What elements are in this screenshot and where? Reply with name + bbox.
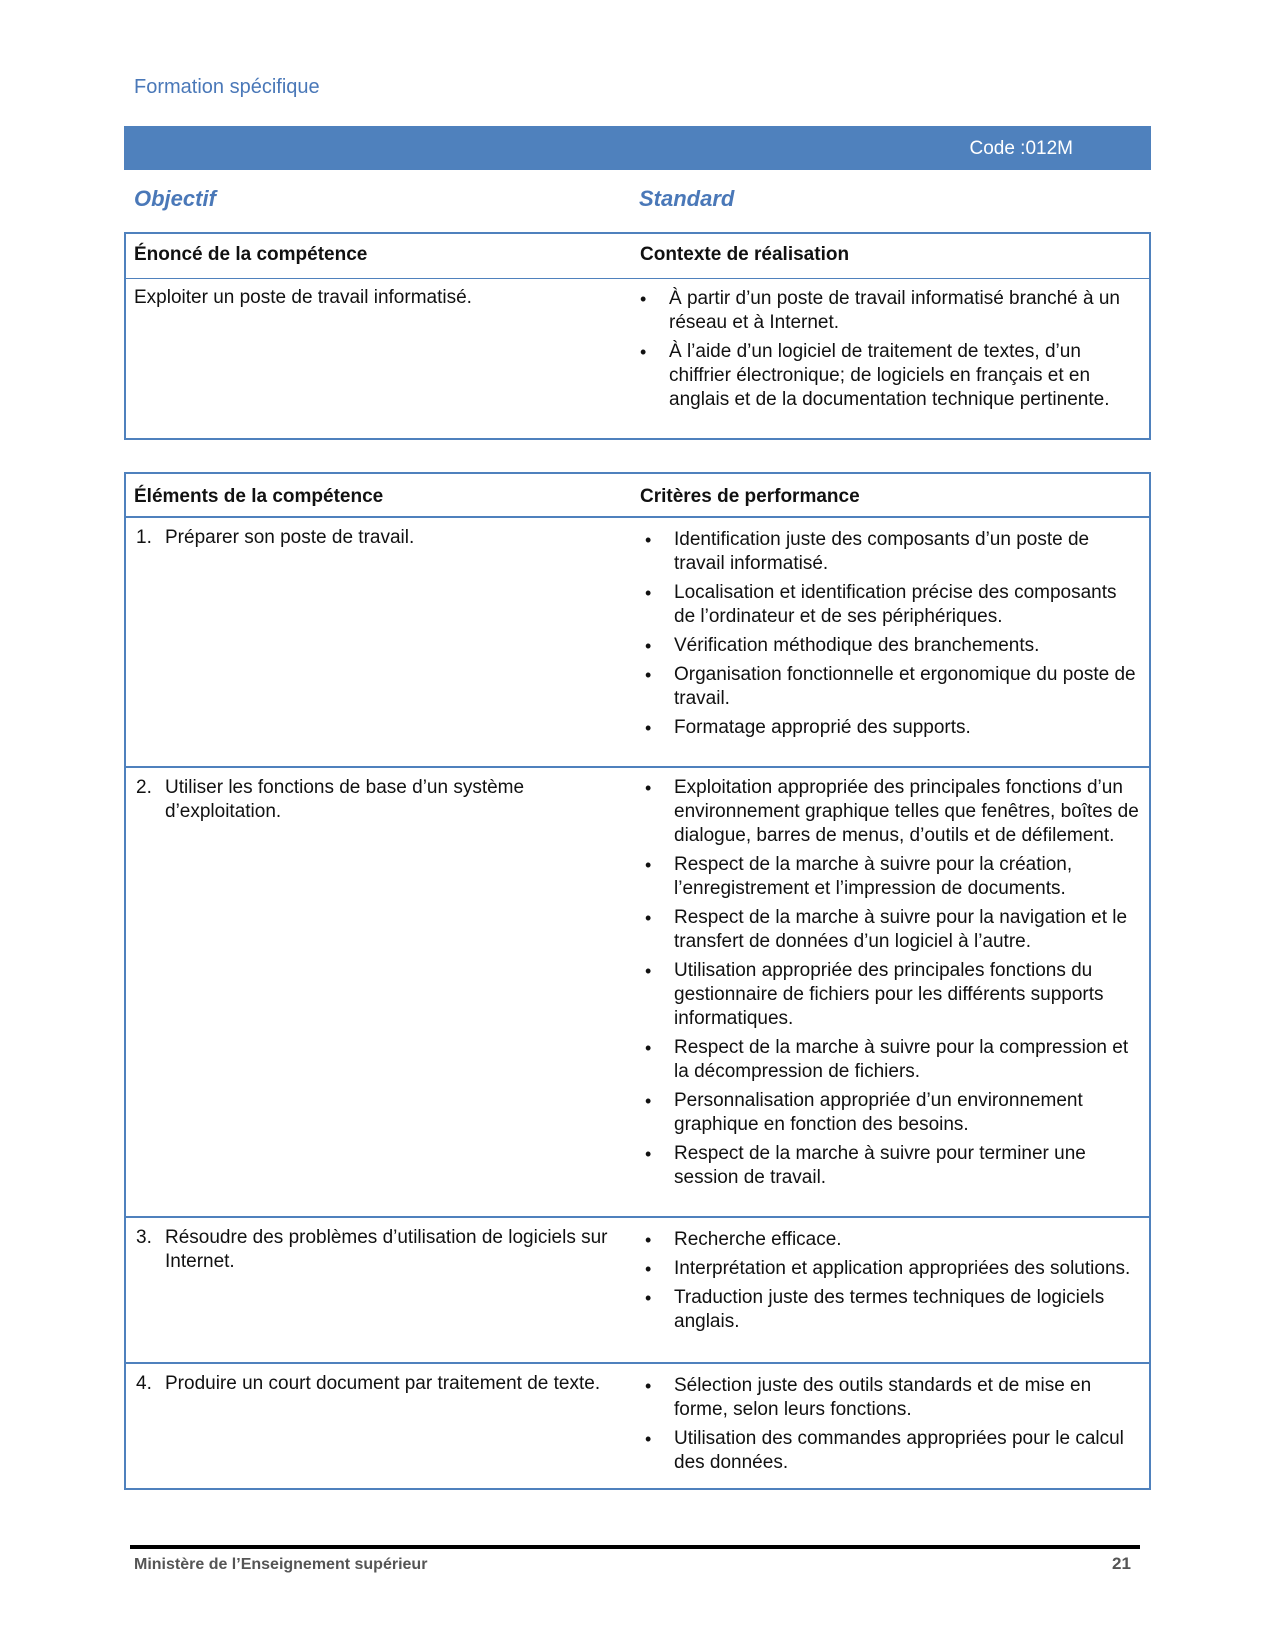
criterion-item: • Vérification méthodique des branchements. — [645, 634, 1140, 658]
competency-code: Code :012M — [969, 138, 1073, 159]
elements-header: Éléments de la compétence — [134, 486, 384, 507]
criteres-header: Critères de performance — [640, 486, 860, 507]
criterion-item: • Sélection juste des outils standards et de mise en forme, selon leurs fonctions. — [645, 1374, 1140, 1422]
criterion-item: • Organisation fonctionnelle et ergonomique du poste de travail. — [645, 663, 1140, 711]
element-text: Produire un court document par traitement de texte. — [165, 1373, 601, 1394]
element-row-1 — [136, 526, 616, 550]
criterion-item: • Identification juste des composants d’un poste de travail informatisé. — [645, 528, 1140, 576]
element-row-4 — [136, 1372, 616, 1396]
element-row-2 — [136, 776, 616, 824]
criterion-item: • Exploitation appropriée des principales fonctions d’un environnement graphique telles que fenêtres, boîtes de dialogue, barres de menus, d’outils et de défilement. — [645, 776, 1140, 848]
competence-table — [124, 232, 1151, 440]
row-divider — [126, 766, 1149, 768]
element-number: 1. — [136, 527, 152, 548]
criterion-item: • Formatage approprié des supports. — [645, 716, 1140, 740]
criterion-item: • Respect de la marche à suivre pour la navigation et le transfert de données d’un logiciel à l’autre. — [645, 906, 1140, 954]
header-divider — [126, 278, 1149, 279]
page-header-title: Formation spécifique — [134, 76, 320, 98]
objectif-heading: Objectif — [134, 186, 216, 211]
row-divider — [126, 1362, 1149, 1364]
criterion-item: • Respect de la marche à suivre pour la compression et la décompression de fichiers. — [645, 1036, 1140, 1084]
criterion-item: • Utilisation des commandes appropriées pour le calcul des données. — [645, 1427, 1140, 1475]
criterion-item: • Respect de la marche à suivre pour la création, l’enregistrement et l’impression de documents. — [645, 853, 1140, 901]
criterion-item: • Recherche efficace. — [645, 1228, 1140, 1252]
element-row-3 — [136, 1226, 616, 1274]
criterion-item: • Respect de la marche à suivre pour terminer une session de travail. — [645, 1142, 1140, 1190]
criteria-list-2 — [645, 776, 1140, 1195]
page-number: 21 — [1112, 1554, 1131, 1573]
criteria-list-4 — [645, 1374, 1140, 1480]
element-text: Utiliser les fonctions de base d’un système d’exploitation. — [165, 777, 525, 822]
footer-ministry: Ministère de l’Enseignement supérieur — [134, 1556, 428, 1573]
criteria-list-3 — [645, 1228, 1140, 1339]
code-banner — [124, 126, 1151, 170]
contexte-list — [640, 287, 1140, 417]
standard-heading: Standard — [639, 186, 735, 211]
row-divider — [126, 516, 1149, 518]
contexte-header: Contexte de réalisation — [640, 244, 850, 265]
row-divider — [126, 1216, 1149, 1218]
enonce-header: Énoncé de la compétence — [134, 244, 368, 265]
element-number: 3. — [136, 1227, 152, 1248]
element-text: Résoudre des problèmes d’utilisation de logiciels sur Internet. — [165, 1227, 608, 1272]
contexte-item: • À l’aide d’un logiciel de traitement de textes, d’un chiffrier électronique; de logiciels en français et en anglais et de la documentation technique pertinente. — [640, 340, 1140, 412]
element-text: Préparer son poste de travail. — [165, 527, 415, 548]
criterion-item: • Personnalisation appropriée d’un environnement graphique en fonction des besoins. — [645, 1089, 1140, 1137]
criterion-item: • Traduction juste des termes techniques de logiciels anglais. — [645, 1286, 1140, 1334]
element-number: 2. — [136, 777, 152, 798]
contexte-item: • À partir d’un poste de travail informatisé branché à un réseau et à Internet. — [640, 287, 1140, 335]
criteria-list-1 — [645, 528, 1140, 745]
enonce-text: Exploiter un poste de travail informatisé. — [134, 287, 472, 308]
criterion-item: • Localisation et identification précise des composants de l’ordinateur et de ses périphériques. — [645, 581, 1140, 629]
performance-table — [124, 472, 1151, 1490]
criterion-item: • Interprétation et application appropriées des solutions. — [645, 1257, 1140, 1281]
footer-rule — [130, 1545, 1140, 1549]
criterion-item: • Utilisation appropriée des principales fonctions du gestionnaire de fichiers pour les différents supports informatiques. — [645, 959, 1140, 1031]
element-number: 4. — [136, 1373, 152, 1394]
